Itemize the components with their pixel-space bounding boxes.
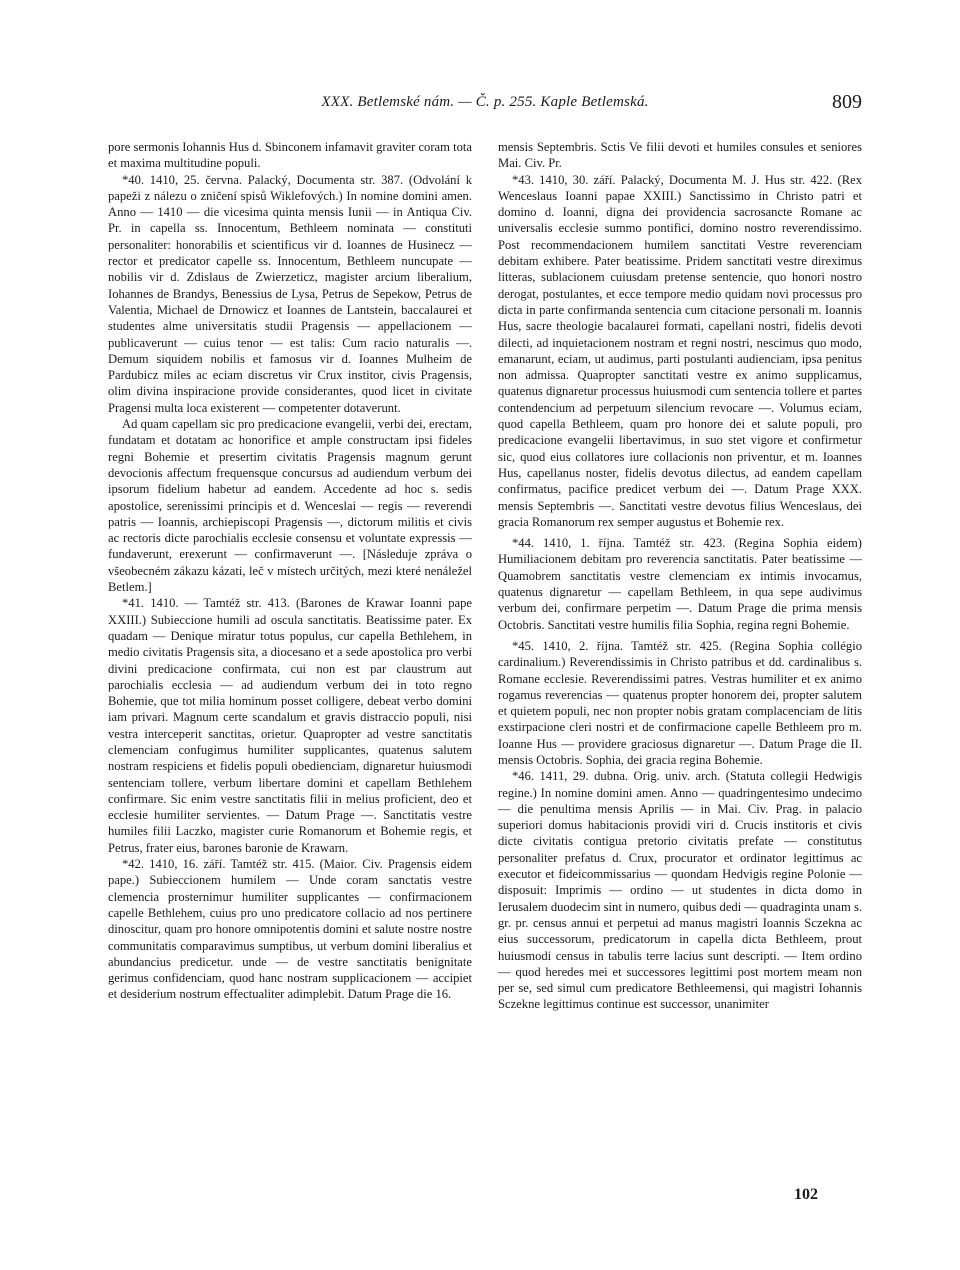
entry-42-continued: mensis Septembris. Sctis Ve filii devoti et humiles consules et seniores Mai. Civ. Pr. (498, 140, 862, 171)
entry-45: *45. 1410, 2. října. Tamtéž str. 425. (Regina Sophia collégio cardinalium.) Reverendissimis in Christo patribus et dd. cardinalibus s. Romane ecclesie. Reverendissimi patres. Vestras humiliter et ex animo rogamus reverencias — quatenus propter honorem dei, propter salutem et quietem populi, nec non propter nobis gratam complacenciam de litis exstirpacione cleri nostri et de confirmacione capelle Bethleem pro m. Ioanne Hus — providere graciosus dignaretur —. Datum Prage die II. mensis Octobris. Sophia, dei gracia regina Bohemie. (498, 638, 862, 767)
entry-46: *46. 1411, 29. dubna. Orig. univ. arch. (Statuta collegii Hedwigis regine.) In nomine domini amen. Anno — quadringentesimo undecimo — die penultima mensis Aprilis — in Mai. Civ. Prag. in palacio superiori domus habitacionis providi viri d. Crucis institoris et civis dicte civitatis contigua pretorio civitatis prefate — constitutus personaliter prefatus d. Crux, procurator et ordinator legittimus ac executor et fideicommissarius — quondam Hedvigis regine Polonie — disposuit: Imprimis — ordino — ut studentes in dicta domo in Ierusalem duodecim sint in numero, quibus dedi — quadraginta unam s. gr. pr. census annui et perpetui ad manus magistri Ioannis Sczekna ac eius successorum, predicatorum in capella dicta Bethleem, prout huiusmodi census in tabulis terre lacius sunt descripti. — Item ordino — quod heredes mei et successores legittimi post mortem meam non per se, sed simul cum predicatore Bethleemensi, qui magistri Iohannis Sczekne legittimus continue est successor, unanimiter (498, 769, 862, 1012)
entry-44: *44. 1410, 1. října. Tamtéž str. 423. (Regina Sophia eidem) Humiliacionem debitam pro reverencia sanctitatis. Pater beatissime — Quamobrem sanctitatis vestre clemenciam ex intimis invocamus, quatenus dignaretur — capellam Bethleem, in qua sepe audivimus verbum dei, confirmare perpetim —. Datum Prage die prima mensis Octobris. Sanctitati vestre humilis filia Sophia, regina regni Bohemie. (498, 536, 862, 632)
entry-40: *40. 1410, 25. června. Palacký, Documenta str. 387. (Odvolání k papeži z nálezu o zničení spisů Wiklefových.) In nomine domini amen. Anno — 1410 — die vicesima quinta mensis Iunii — in Antiqua Civ. Pr. in capella ss. Innocentum, Bethleem nominata — constituti personaliter: honorabilis et scientificus vir d. Ioannes de Husinecz — rector et predicator capelle ss. Innocentum, Bethleem nuncupate — nobilis vir d. Zdislaus de Zwierzeticz, magister arcium liberalium, Iohannes de Brandys, Benessius de Lysa, Petrus de Sepekow, Petrus de Valentia, Michael de Drnowicz et Ioannes de Lantstein, baccalaurei et studentes alme universitatis studii Pragensis — appellacionem — publicaverunt — cuius tenor — est talis: Cum racio naturalis —. Demum siquidem nobilis et famosus vir d. Ioannes Mulheim de Pardubicz miles ac eciam discretus vir Crux institor, civis Pragensis, olim divina inspiracione provide considerantes, quod licet in civitate Pragensi multa loca existerent — competenter dotaverunt. (108, 172, 472, 415)
running-title: XXX. Betlemské nám. — Č. p. 255. Kaple Betlemská. (321, 94, 649, 110)
right-column (498, 139, 862, 1013)
entry-42: *42. 1410, 16. září. Tamtéž str. 415. (Maior. Civ. Pragensis eidem pape.) Subieccionem humilem — Unde coram sanctatis vestre clemencia prosternimur humiliter supplicantes — confirmacionem capelle Bethlehem, cuius pro uno predicatore collacio ad nos pertinere dinoscitur, quam pro honore omnipotentis domini et salute nostre nostre communitatis comparavimus sumptibus, ut verbum domini liberalius et abundancius predicetur. unde — de vestre sanctitatis benignitate gerimus confidenciam, quod hanc nostram supplicacionem — accipiet et desiderium nostrum effectualiter adimplebit. Datum Prage die 16. (108, 857, 472, 1002)
entry-43: *43. 1410, 30. září. Palacký, Documenta M. J. Hus str. 422. (Rex Wenceslaus Ioanni papae XXIII.) Sanctissimo in Christo patri et domino d. Ioanni, digna dei providencia sacrosancte Romane ac universalis ecclesie summo pontifici, domino nostro reverendissimo. Post recommendacionem humilem sanctitati Vestre reverenciam debitam exhibere. Pater beatissime. Pridem sanctitati vestre direximus litteras, sublacionem cuiusdam pretense sentencie, quo honori nostro derogat, postulantes, et ecce tempore medio quidam novi processus pro dicta in parte confirmanda sentencia cum citacione personali m. Ioannis Hus, sacre theologie bacalaurei formati, capellani nostri, fidelis devoti dilecti, ad inquietacionem nostram et regni nostri, nescimus quo modo, emanarunt, eciam, ut audimus, parti postulanti audienciam, ipsa penitus non admissa. Quapropter sanctitati vestre ex animo supplicamus, quatenus dignaretur processus huiusmodi cum sentencia tollere et partes contendencium ad perpetuum silencium revocare —. Volumus eciam, quod capella Bethleem, quam pro honore dei et salute populi, pro predicacione evangelii libertavimus, in suo stet vigore et confirmetur sic, quod eius collatores iure collacionis non priventur, et m. Ioannes Hus, capellanus noster, fidelis devotus dilectus, ad eandem capellam confirmatus, pacifice predicet verbum dei —. Datum Prage XXX. mensis Septembris —. Sanctitati vestre devotus filius Wenceslaus, dei gracia Romanorum rex semper augustus et Bohemie rex. (498, 172, 862, 529)
paragraph-continuation: pore sermonis Iohannis Hus d. Sbinconem infamavit graviter coram tota et maxima multitudine populi. (108, 140, 472, 171)
page-number: 809 (832, 91, 862, 113)
signature-mark: 102 (794, 1186, 818, 1203)
left-column (108, 139, 472, 1003)
page-header (108, 91, 862, 120)
entry-41: *41. 1410. — Tamtéž str. 413. (Barones de Krawar Ioanni pape XXIII.) Subieccione humili ad oscula sanctitatis. Beatissime pater. Ex quadam — Denique miratur totus populus, cur capella Bethlehem, in medio civitatis Pragensis sita, a diocesano et a sede apostolica pro verbi divini predicacione confirmata, cui non est par claustrum aut parochialis ecclesia — ad audiendum verbum dei in toto regno Bohemie, que tot milia hominum posset colligere, debeat verbo domini iam privari. Magnum certe scandalum et gravis distraccio populi, nisi vestra interceperit sanctitas, orietur. Quapropter ad vestre sanctitatis clemenciam confugimus humiliter supplicantes, quatenus salutem nostram respiciens et fidelis populi obedienciam, dignaretur huiusmodi sentenciam tollere, verbum libertare domini et capellam Bethlehem confirmare. Sic enim vestre sanctitatis filii in melius proficient, deo et ecclesie humiliter servientes. — Datum Prage —. Sanctitatis vestre humiles filii Laczko, magister curie Romanorum et Bohemie regis, et Petrus, frater eius, barones baronie de Krawarn. (108, 596, 472, 855)
entry-40-continued: Ad quam capellam sic pro predicacione evangelii, verbi dei, erectam, fundatam et dotatam ac honorifice et ample constructam ipsi fideles regni Bohemie et presertim civitatis Pragensis magnum gerunt devocionis affectum frequensque concursus ad audiendum verbum dei ipsorum fidelium habetur ad eandem. Accedente ad hoc s. sedis apostolice, serenissimi principis et d. Wenceslai — regis — reverendi patris — Ioannis, archiepiscopi Pragensis —, dictorum militis et civis ac rectoris dicte parochialis ecclesie consensu et voluntate expressis — fundaverunt, erexerunt — confirmaverunt —. [Následuje zpráva o všeobecném zákazu kázati, leč v místech určitých, mezi které nenáležel Betlem.] (108, 417, 472, 595)
